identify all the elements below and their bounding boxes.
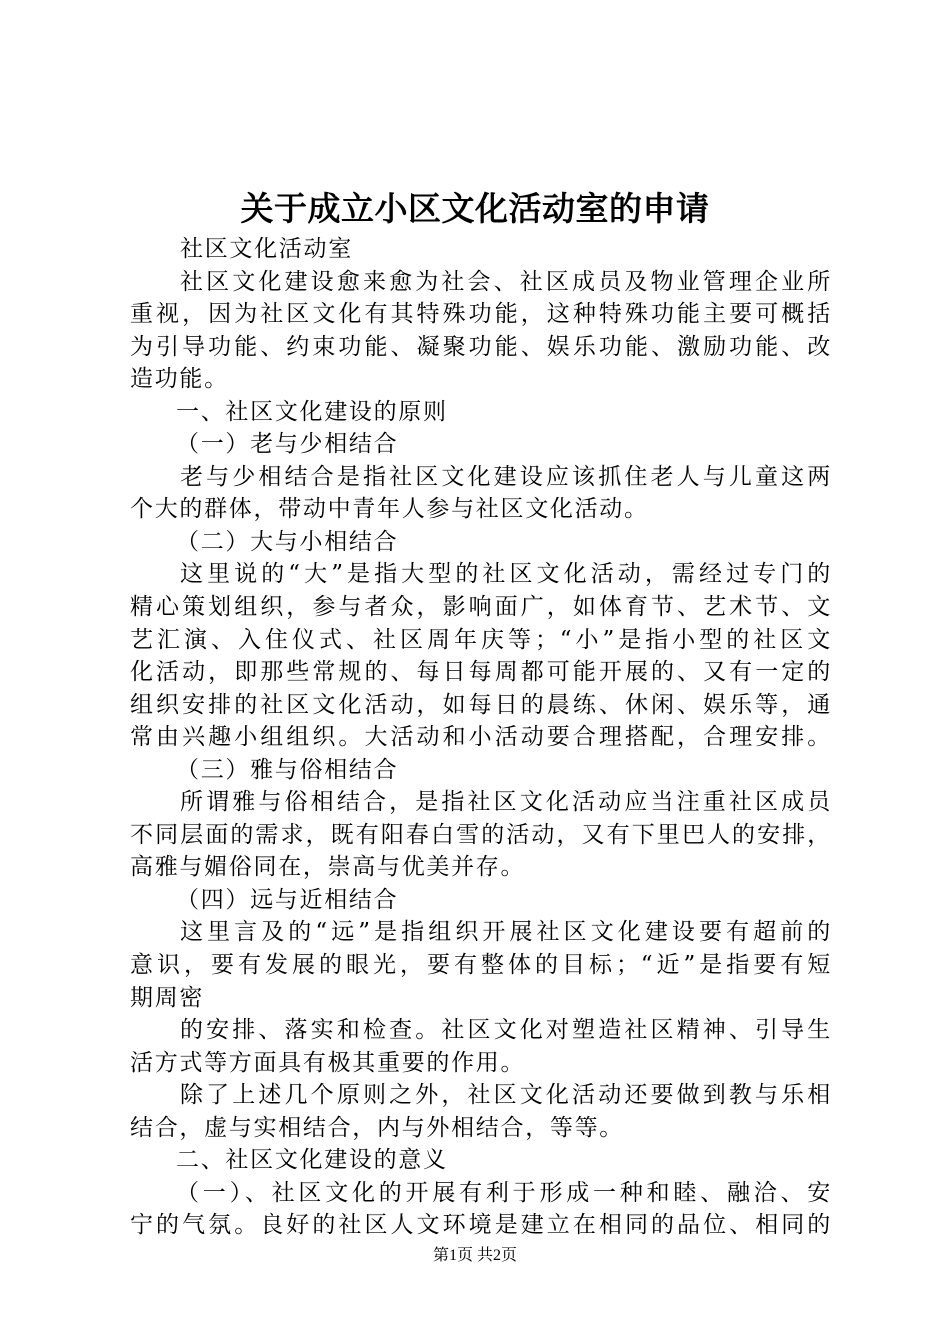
document-title: 关于成立小区文化活动室的申请 <box>240 189 710 228</box>
paragraph-line: 造功能。 <box>130 366 229 393</box>
paragraph-line: 高雅与媚俗同在，崇高与优美并存。 <box>130 854 526 881</box>
paragraph-line: （一）、社区文化的开展有利于形成一种和睦、融洽、安 <box>176 1179 832 1206</box>
section-heading: 一、社区文化建设的原则 <box>176 398 448 425</box>
paragraph-line: 宁的气氛。良好的社区人文环境是建立在相同的品位、相同的 <box>130 1212 832 1239</box>
paragraph-line: 期周密 <box>130 984 205 1011</box>
subsection-heading: （四）远与近相结合 <box>176 886 399 913</box>
paragraph-line: 意识，要有发展的眼光，要有整体的目标；“近”是指要有短 <box>130 952 832 979</box>
paragraph-line: 的安排、落实和检查。社区文化对塑造社区精神、引导生 <box>180 1017 832 1044</box>
paragraph-line: 这里言及的“远”是指组织开展社区文化建设要有超前的 <box>180 919 832 946</box>
document-body <box>130 233 832 1242</box>
paragraph-line: 结合，虚与实相结合，内与外相结合，等等。 <box>130 1114 624 1141</box>
section-heading: 二、社区文化建设的意义 <box>176 1147 448 1174</box>
paragraph-line: 常由兴趣小组组织。大活动和小活动要合理搭配，合理安排。 <box>130 724 832 751</box>
subsection-heading: （一）老与少相结合 <box>176 431 399 458</box>
paragraph-line: 重视，因为社区文化有其特殊功能，这种特殊功能主要可概括 <box>130 301 832 328</box>
paragraph-line: 活方式等方面具有极其重要的作用。 <box>130 1049 526 1076</box>
paragraph-line: 组织安排的社区文化活动，如每日的晨练、休闲、娱乐等，通 <box>130 691 832 718</box>
paragraph-line: 精心策划组织，参与者众，影响面广，如体育节、艺术节、文 <box>130 594 832 621</box>
paragraph-line: 所谓雅与俗相结合，是指社区文化活动应当注重社区成员 <box>180 789 832 816</box>
paragraph-line: 老与少相结合是指社区文化建设应该抓住老人与儿童这两 <box>180 463 832 490</box>
paragraph-line: 艺汇演、入住仪式、社区周年庆等；“小”是指小型的社区文 <box>130 626 832 653</box>
paragraph-line: 个大的群体，带动中青年人参与社区文化活动。 <box>130 496 649 523</box>
paragraph-line: 为引导功能、约束功能、凝聚功能、娱乐功能、激励功能、改 <box>130 333 832 360</box>
paragraph-line: 不同层面的需求，既有阳春白雪的活动，又有下里巴人的安排， <box>130 821 832 848</box>
subsection-heading: （二）大与小相结合 <box>176 528 399 555</box>
subsection-heading: （三）雅与俗相结合 <box>176 756 399 783</box>
paragraph-line: 除了上述几个原则之外，社区文化活动还要做到教与乐相 <box>180 1082 832 1109</box>
paragraph-line: 这里说的“大”是指大型的社区文化活动，需经过专门的 <box>180 561 832 588</box>
recipient-line: 社区文化活动室 <box>180 236 353 262</box>
page-number-footer: 第1页 共2页 <box>432 1247 517 1264</box>
paragraph-line: 社区文化建设愈来愈为社会、社区成员及物业管理企业所 <box>180 268 832 295</box>
paragraph-line: 化活动，即那些常规的、每日每周都可能开展的、又有一定的 <box>130 659 832 686</box>
